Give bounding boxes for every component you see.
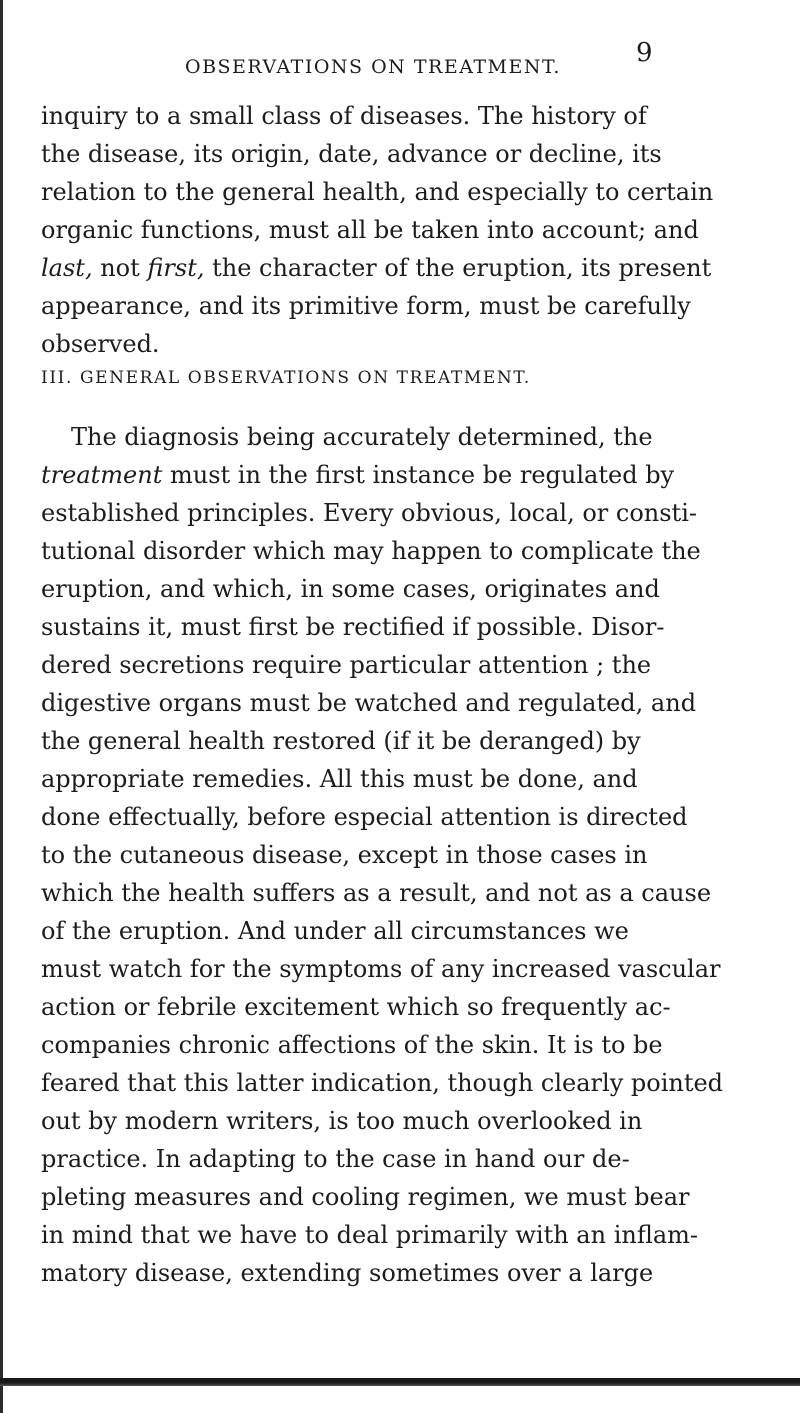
paragraph-2-line-6: sustains it, must first be rectified if possible. Disor- [41, 613, 665, 641]
paragraph-2-line-22: in mind that we have to deal primarily with an inflam- [41, 1221, 699, 1249]
italic-treatment: treatment [41, 461, 163, 489]
paragraph-2-line-16: action or febrile excitement which so frequently ac- [41, 993, 671, 1021]
page-number: 9 [636, 38, 653, 68]
text-rest: the character of the eruption, its present [204, 254, 712, 282]
paragraph-2-line-5: eruption, and which, in some cases, originates and [41, 575, 660, 603]
text-rest: must in the first instance be regulated by [162, 461, 675, 489]
paragraph-1-line-6: appearance, and its primitive form, must be carefully [41, 292, 691, 320]
paragraph-2-line-3: established principles. Every obvious, local, or consti- [41, 499, 697, 527]
paragraph-2-line-23: matory disease, extending sometimes over a large [41, 1259, 654, 1287]
paragraph-2-line-8: digestive organs must be watched and regulated, and [41, 689, 697, 717]
paragraph-2-line-12: to the cutaneous disease, except in those cases in [41, 841, 648, 869]
running-title: OBSERVATIONS ON TREATMENT. [185, 56, 561, 78]
paragraph-2-line-20: practice. In adapting to the case in hand our de- [41, 1145, 630, 1173]
paragraph-2-line-19: out by modern writers, is too much overlooked in [41, 1107, 643, 1135]
paragraph-2-line-21: pleting measures and cooling regimen, we must bear [41, 1183, 690, 1211]
page-header [0, 38, 800, 84]
paragraph-1-line-5 [41, 249, 731, 287]
paragraph-1-line-3: relation to the general health, and especially to certain [41, 178, 714, 206]
section-heading: III. GENERAL OBSERVATIONS ON TREATMENT. [41, 368, 531, 388]
paragraph-2-line-10: appropriate remedies. All this must be done, and [41, 765, 638, 793]
paragraph-2-line-4: tutional disorder which may happen to complicate the [41, 537, 701, 565]
page-edge [0, 0, 3, 1413]
paragraph-1-line-1: inquiry to a small class of diseases. The history of [41, 102, 647, 130]
paragraph-1-line-4: organic functions, must all be taken into account; and [41, 216, 699, 244]
paragraph-1-line-2: the disease, its origin, date, advance or decline, its [41, 140, 662, 168]
paragraph-2-line-13: which the health suffers as a result, and not as a cause [41, 879, 712, 907]
text-not: not [92, 254, 148, 282]
paragraph-2-line-18: feared that this latter indication, though clearly pointed [41, 1069, 724, 1097]
italic-last: last, [41, 254, 93, 282]
paragraph-2-line-17: companies chronic affections of the skin. It is to be [41, 1031, 663, 1059]
paragraph-2-line-14: of the eruption. And under all circumstances we [41, 917, 629, 945]
page-bottom-edge [0, 1378, 800, 1386]
paragraph-2-line-7: dered secretions require particular attention ; the [41, 651, 652, 679]
paragraph-2-line-11: done effectually, before especial attention is directed [41, 803, 688, 831]
paragraph-1-line-7: observed. [41, 330, 160, 358]
paragraph-2-line-1: The diagnosis being accurately determined, the [71, 423, 653, 451]
paragraph-2-line-15: must watch for the symptoms of any increased vascular [41, 955, 721, 983]
paragraph-2-line-9: the general health restored (if it be deranged) by [41, 727, 641, 755]
paragraph-2-line-2 [41, 456, 731, 494]
italic-first: first, [147, 254, 205, 282]
